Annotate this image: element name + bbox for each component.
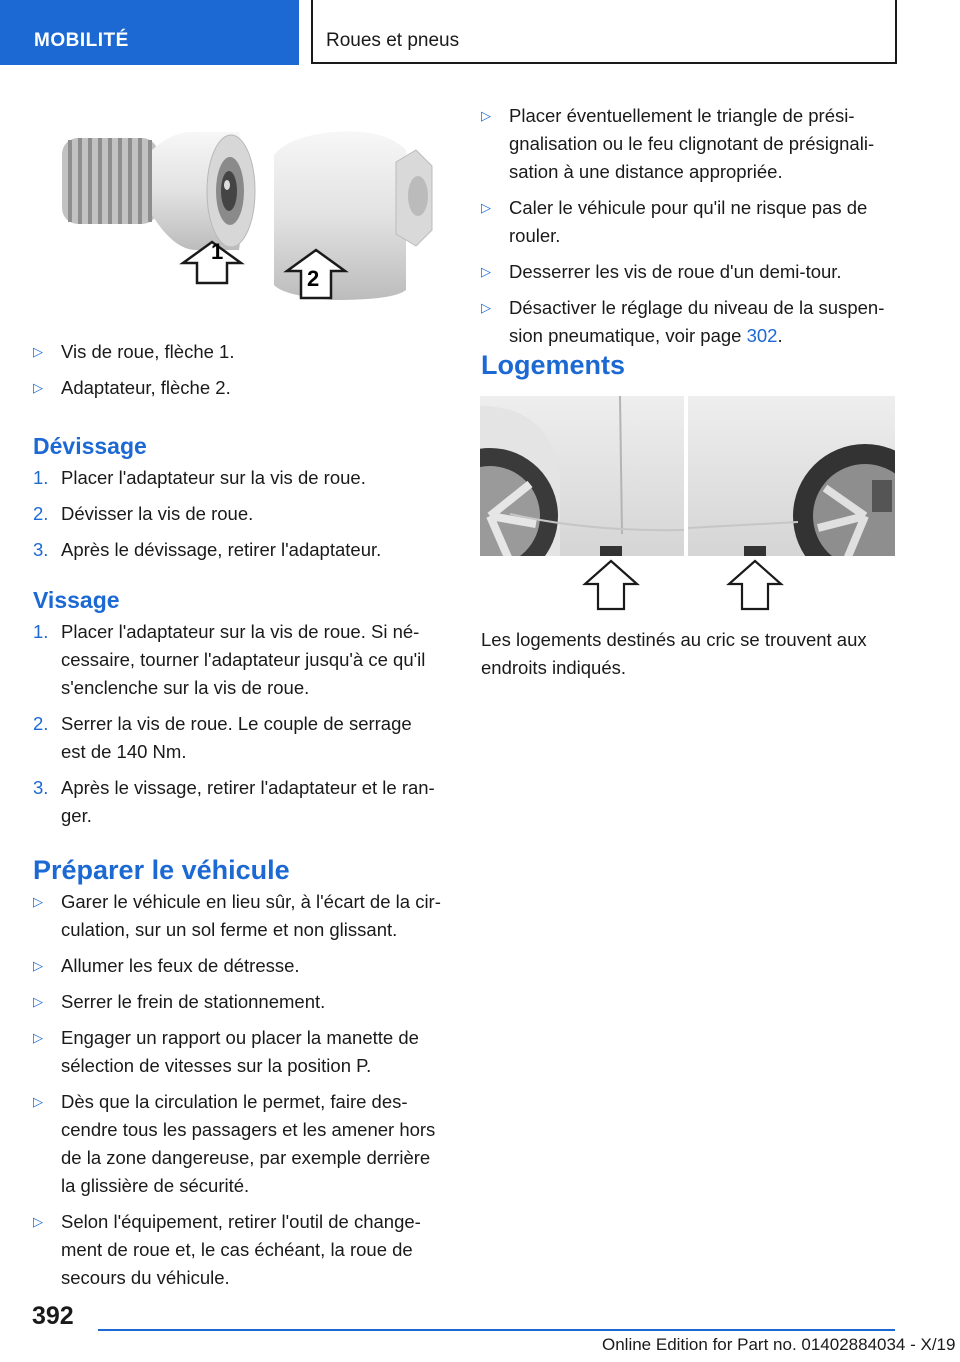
callout-2: 2 — [307, 266, 320, 291]
list-item: ▷ Serrer le frein de stationnement. — [33, 988, 453, 1016]
triangle-bullet-icon: ▷ — [33, 994, 43, 1009]
jack-points-figure — [480, 396, 895, 612]
legend-item: ▷ Adaptateur, flèche 2. — [33, 374, 453, 402]
legend-item: ▷ Vis de roue, flèche 1. — [33, 338, 453, 366]
triangle-bullet-icon: ▷ — [33, 1030, 43, 1045]
triangle-bullet-icon: ▷ — [33, 1214, 43, 1229]
triangle-bullet-icon: ▷ — [33, 344, 43, 359]
footer-edition: Online Edition for Part no. 01402884034 - X/19 — [602, 1335, 956, 1354]
wheel-bolt-figure — [34, 100, 447, 310]
list-item: ▷ Engager un rapport ou placer la manette de sélection de vitesses sur la position P. — [33, 1024, 453, 1080]
step-item: 3. Après le dévissage, retirer l'adaptateur. — [33, 539, 382, 560]
heading-devissage: Dévissage — [33, 433, 147, 459]
step-item: 1. Placer l'adaptateur sur la vis de roue. — [33, 467, 366, 488]
callout-1: 1 — [211, 239, 224, 264]
bolt-thread — [62, 138, 158, 224]
list-item: ▷ Garer le véhicule en lieu sûr, à l'écart de la cir‐ culation, sur un sol ferme et non glissant. — [33, 888, 453, 944]
heading-preparer: Préparer le véhicule — [33, 855, 290, 885]
page-number: 392 — [32, 1302, 74, 1330]
list-item: ▷ Caler le véhicule pour qu'il ne risque pas de rouler. — [481, 194, 901, 250]
list-item: ▷ Placer éventuellement le triangle de prési‐ gnalisation ou le feu clignotant de présignali‐ sation à une distance appropriée. — [481, 102, 901, 186]
triangle-bullet-icon: ▷ — [481, 264, 491, 279]
right-column — [481, 102, 901, 350]
step-item: 2. Serrer la vis de roue. Le couple de serrage est de 140 Nm. — [33, 713, 412, 762]
adapter-body — [274, 131, 406, 300]
list-item: ▷ Dès que la circulation le permet, faire des‐ cendre tous les passagers et les amener hors de la zone dangereuse, par exemple derrière la glissière de sécurité. — [33, 1088, 453, 1200]
footer-rule — [98, 1329, 895, 1331]
heading-logements: Logements — [481, 350, 626, 380]
triangle-bullet-icon: ▷ — [481, 300, 491, 315]
list-item: ▷ Desserrer les vis de roue d'un demi-tour. — [481, 258, 901, 286]
triangle-bullet-icon: ▷ — [33, 958, 43, 973]
step-item: 2. Dévisser la vis de roue. — [33, 503, 254, 524]
left-column — [33, 338, 453, 1292]
triangle-bullet-icon: ▷ — [33, 894, 43, 909]
triangle-bullet-icon: ▷ — [481, 108, 491, 123]
list-item: ▷ Allumer les feux de détresse. — [33, 952, 453, 980]
triangle-bullet-icon: ▷ — [33, 380, 43, 395]
section-tab — [0, 0, 299, 65]
heading-vissage: Vissage — [33, 587, 120, 613]
logements-text: Les logements destinés au cric se trouvent aux endroits indiqués. — [481, 629, 867, 678]
section-title: MOBILITÉ — [34, 30, 129, 51]
chapter-title: Roues et pneus — [326, 30, 460, 51]
page-link[interactable]: 302 — [746, 325, 778, 346]
step-item: 1. Placer l'adaptateur sur la vis de roue. Si né‐ cessaire, tourner l'adaptateur jusqu'à ce qu'il s'enclenche sur la vis de roue. — [33, 621, 426, 698]
list-item: ▷ Désactiver le réglage du niveau de la suspen‐ sion pneumatique, voir page 302. — [481, 294, 901, 350]
triangle-bullet-icon: ▷ — [33, 1094, 43, 1109]
list-item: ▷ Selon l'équipement, retirer l'outil de change‐ ment de roue et, le cas échéant, la roue de secours du véhicule. — [33, 1208, 453, 1292]
chapter-box — [311, 0, 897, 64]
triangle-bullet-icon: ▷ — [481, 200, 491, 215]
step-item: 3. Après le vissage, retirer l'adaptateur et le ran‐ ger. — [33, 777, 435, 826]
